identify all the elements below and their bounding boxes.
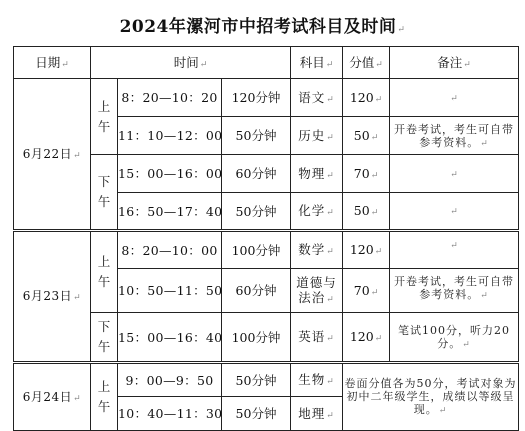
- time-cell: 11：10—12：00: [118, 117, 222, 155]
- score-cell: 120↵: [343, 231, 390, 269]
- duration-cell: 100分钟: [222, 313, 291, 363]
- date-cell: 6月23日↵: [14, 231, 91, 363]
- time-cell: 16：50—17：40: [118, 193, 222, 231]
- subject-cell: 英语↵: [291, 313, 343, 363]
- half-day-cell: 上 午: [91, 363, 118, 431]
- table-row: [14, 363, 519, 397]
- subject-cell: 化学↵: [291, 193, 343, 231]
- header-score: 分值↵: [343, 47, 390, 79]
- score-cell: 50↵: [343, 117, 390, 155]
- note-cell: ↵: [390, 79, 519, 117]
- page-title: [0, 12, 525, 37]
- time-cell: 10：40—11：30: [118, 397, 222, 431]
- score-cell: 120↵: [343, 79, 390, 117]
- note-cell: ↵: [390, 193, 519, 231]
- schedule-body: [14, 79, 519, 431]
- score-cell: 70↵: [343, 155, 390, 193]
- time-cell: 15：00—16：00: [118, 155, 222, 193]
- score-cell: 120↵: [343, 313, 390, 363]
- duration-cell: 60分钟: [222, 269, 291, 313]
- score-cell: 50↵: [343, 193, 390, 231]
- time-cell: 8：20—10：20: [118, 79, 222, 117]
- duration-cell: 60分钟: [222, 155, 291, 193]
- schedule-table: [13, 46, 519, 431]
- subject-cell: 道德与 法治↵: [291, 269, 343, 313]
- subject-cell: 数学↵: [291, 231, 343, 269]
- header-note: 备注↵: [390, 47, 519, 79]
- subject-cell: 地理↵: [291, 397, 343, 431]
- subject-cell: 语文↵: [291, 79, 343, 117]
- note-cell: 开卷考试，考生可自带参考资料。↵: [390, 117, 519, 155]
- half-day-cell: 上 午: [91, 231, 118, 313]
- duration-cell: 120分钟: [222, 79, 291, 117]
- duration-cell: 50分钟: [222, 363, 291, 397]
- header-row: [14, 47, 519, 79]
- duration-cell: 50分钟: [222, 397, 291, 431]
- time-cell: 8：20—10：00: [118, 231, 222, 269]
- duration-cell: 50分钟: [222, 117, 291, 155]
- note-cell: ↵: [390, 231, 519, 269]
- subject-cell: 物理↵: [291, 155, 343, 193]
- header-time: 时间↵: [91, 47, 291, 79]
- time-cell: 15：00—16：40: [118, 313, 222, 363]
- half-day-cell: 下 午: [91, 313, 118, 363]
- table-row: [14, 231, 519, 269]
- duration-cell: 100分钟: [222, 231, 291, 269]
- table-row: [14, 79, 519, 117]
- time-cell: 10：50—11：50: [118, 269, 222, 313]
- title-text: 2024年漯河市中招考试科目及时间: [119, 17, 397, 37]
- note-cell: 笔试100分，听力20分。↵: [390, 313, 519, 363]
- subject-cell: 历史↵: [291, 117, 343, 155]
- half-day-cell: 上 午: [91, 79, 118, 155]
- note-cell: ↵: [390, 155, 519, 193]
- note-cell: 开卷考试，考生可自带参考资料。↵: [390, 269, 519, 313]
- score-cell: 70↵: [343, 269, 390, 313]
- half-day-cell: 下 午: [91, 155, 118, 231]
- date-cell: 6月24日↵: [14, 363, 91, 431]
- time-cell: 9：00—9：50: [118, 363, 222, 397]
- header-subject: 科目↵: [291, 47, 343, 79]
- paragraph-mark: ↵: [397, 25, 406, 35]
- header-date: 日期↵: [14, 47, 91, 79]
- subject-cell: 生物↵: [291, 363, 343, 397]
- shared-note-cell: 卷面分值各为50分，考试对象为初中二年级学生，成绩以等级呈现。↵: [343, 363, 519, 431]
- date-cell: 6月22日↵: [14, 79, 91, 231]
- duration-cell: 50分钟: [222, 193, 291, 231]
